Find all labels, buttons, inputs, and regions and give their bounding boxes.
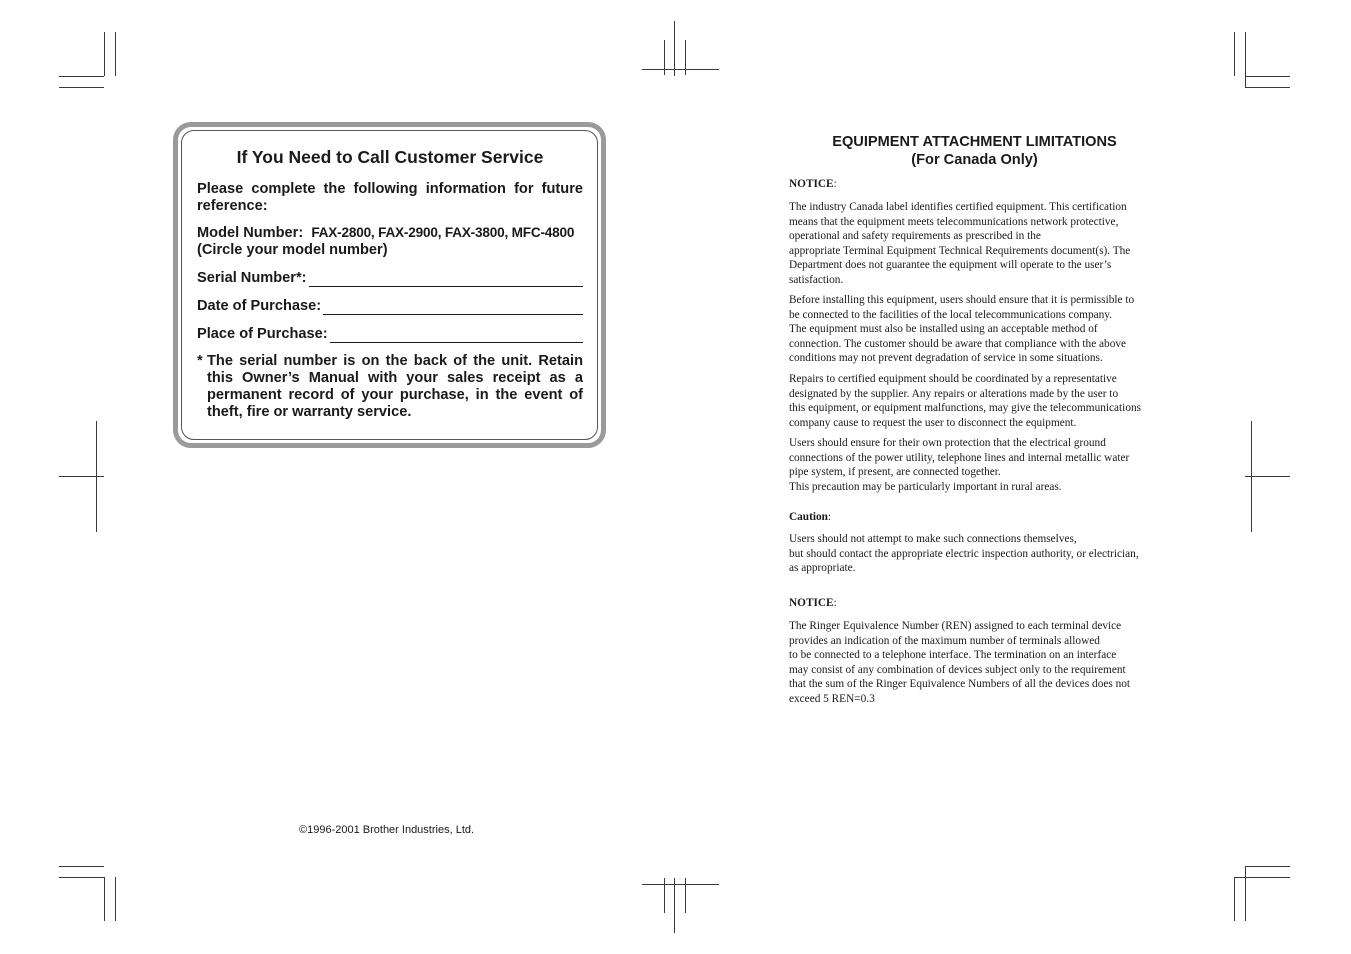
caution-paragraph	[789, 532, 1189, 576]
model-number-block	[197, 224, 583, 259]
crop-mark	[1245, 32, 1246, 87]
serial-number-footnote	[197, 353, 583, 421]
crop-mark	[685, 878, 686, 913]
caution-paragraph-text: Users should not attempt to make such connections themselves, but should contact the appropriate electric inspection authority, or electrician, as appropriate.	[789, 533, 1139, 574]
crop-mark	[664, 878, 665, 913]
crop-mark	[1234, 877, 1290, 878]
crop-mark	[664, 40, 665, 75]
model-number-list: FAX-2800, FAX-2900, FAX-3800, MFC-4800	[311, 225, 575, 240]
notice-1-paragraph-2	[789, 293, 1189, 366]
crop-mark	[685, 40, 686, 75]
crop-mark	[104, 32, 105, 76]
footnote-text: The serial number is on the back of the unit. Retain this Owner’s Manual with your sales receipt as a permanent record of your purchase, in the event of theft, fire or warranty service.	[207, 353, 583, 420]
crop-mark	[104, 877, 105, 921]
crop-mark	[1245, 866, 1290, 867]
notice-2-paragraph-text: The Ringer Equivalence Number (REN) assigned to each terminal device provides an indication of the maximum number of terminals allowed to be connected to a telephone interface. The termination on an interface may consist of any combination of devices subject only to the requirement that the sum of the Ringer Equivalence Numbers of all the devices does not exceed 5 REN=0.3	[789, 620, 1131, 705]
customer-service-content	[197, 146, 583, 421]
notice-1-paragraph-4-text: Users should ensure for their own protection that the electrical ground connections of the power utility, telephone lines and internal metallic water pipe system, if present, are connected together. This precaution may be particularly important in rural areas.	[789, 437, 1130, 493]
crop-mark	[1234, 32, 1235, 76]
crop-mark	[59, 476, 104, 477]
crop-mark	[115, 32, 116, 76]
place-of-purchase-field[interactable]	[197, 325, 583, 343]
customer-service-title: If You Need to Call Customer Service	[236, 147, 544, 167]
crop-mark	[1245, 87, 1290, 88]
serial-number-field[interactable]	[197, 269, 583, 287]
place-of-purchase-line[interactable]	[330, 330, 583, 343]
notice-1-paragraph-3	[789, 372, 1189, 430]
place-of-purchase-label: Place of Purchase:	[197, 326, 328, 342]
crop-mark	[1234, 877, 1235, 921]
notice-1-paragraph-1-text: The industry Canada label identifies certified equipment. This certification means that the equipment meets telecommunications network protective, operational and safety requirements as prescribed in the appropriate Terminal Equipment Technical Requirements document(s). The Department does not guarantee the equipment will operate to the user’s satisfaction.	[789, 201, 1131, 286]
notice-1-label: NOTICE	[789, 178, 834, 190]
notice-1-paragraph-3-text: Repairs to certified equipment should be coordinated by a representative designated by the supplier. Any repairs or alterations made by the user to this equipment, or equipment malfunctions, may give the telecommunications company cause to request the user to disconnect the equipment.	[789, 373, 1142, 429]
page-title-line-1: EQUIPMENT ATTACHMENT LIMITATIONS	[832, 134, 1117, 150]
footnote-asterisk: *	[197, 353, 203, 369]
caution-colon: :	[827, 511, 832, 523]
crop-mark	[1245, 476, 1290, 477]
page-title	[789, 133, 1160, 169]
crop-mark	[59, 866, 104, 867]
notice-1-colon: :	[833, 178, 837, 190]
serial-number-label: Serial Number*:	[197, 270, 307, 286]
crop-mark	[642, 69, 719, 70]
caution-heading	[789, 510, 1189, 525]
date-of-purchase-field[interactable]	[197, 297, 583, 315]
crop-mark	[674, 878, 675, 933]
crop-mark	[59, 877, 104, 878]
model-number-note: (Circle your model number)	[197, 242, 388, 258]
date-of-purchase-label: Date of Purchase:	[197, 298, 322, 314]
notice-2-heading	[789, 596, 1189, 611]
model-number-label: Model Number:	[197, 225, 304, 241]
crop-mark	[59, 76, 104, 77]
notice-2-paragraph	[789, 619, 1189, 706]
crop-mark	[674, 21, 675, 76]
notice-1-heading	[789, 177, 1189, 192]
crop-mark	[642, 884, 719, 885]
crop-mark	[1245, 866, 1246, 921]
serial-number-line[interactable]	[309, 274, 584, 287]
notice-1-paragraph-2-text: Before installing this equipment, users should ensure that it is permissible to be connected to the facilities of the local telecommunications company. The equipment must also be installed using an acceptable method of connection. The customer should be aware that compliance with the above conditions may not prevent degradation of service in some situations.	[789, 294, 1135, 364]
caution-label: Caution	[789, 511, 828, 523]
date-of-purchase-line[interactable]	[323, 302, 583, 315]
crop-mark	[59, 87, 104, 88]
notice-2-label: NOTICE	[789, 597, 834, 609]
notice-1-paragraph-1	[789, 200, 1189, 287]
crop-mark	[1245, 76, 1290, 77]
notice-1-paragraph-4	[789, 436, 1189, 494]
intro-text: Please complete the following information for future reference:	[197, 181, 583, 214]
notice-2-colon: :	[833, 597, 837, 609]
crop-mark	[115, 877, 116, 921]
page-title-line-2: (For Canada Only)	[911, 152, 1038, 168]
copyright-notice: ©1996-2001 Brother Industries, Ltd.	[299, 824, 475, 836]
